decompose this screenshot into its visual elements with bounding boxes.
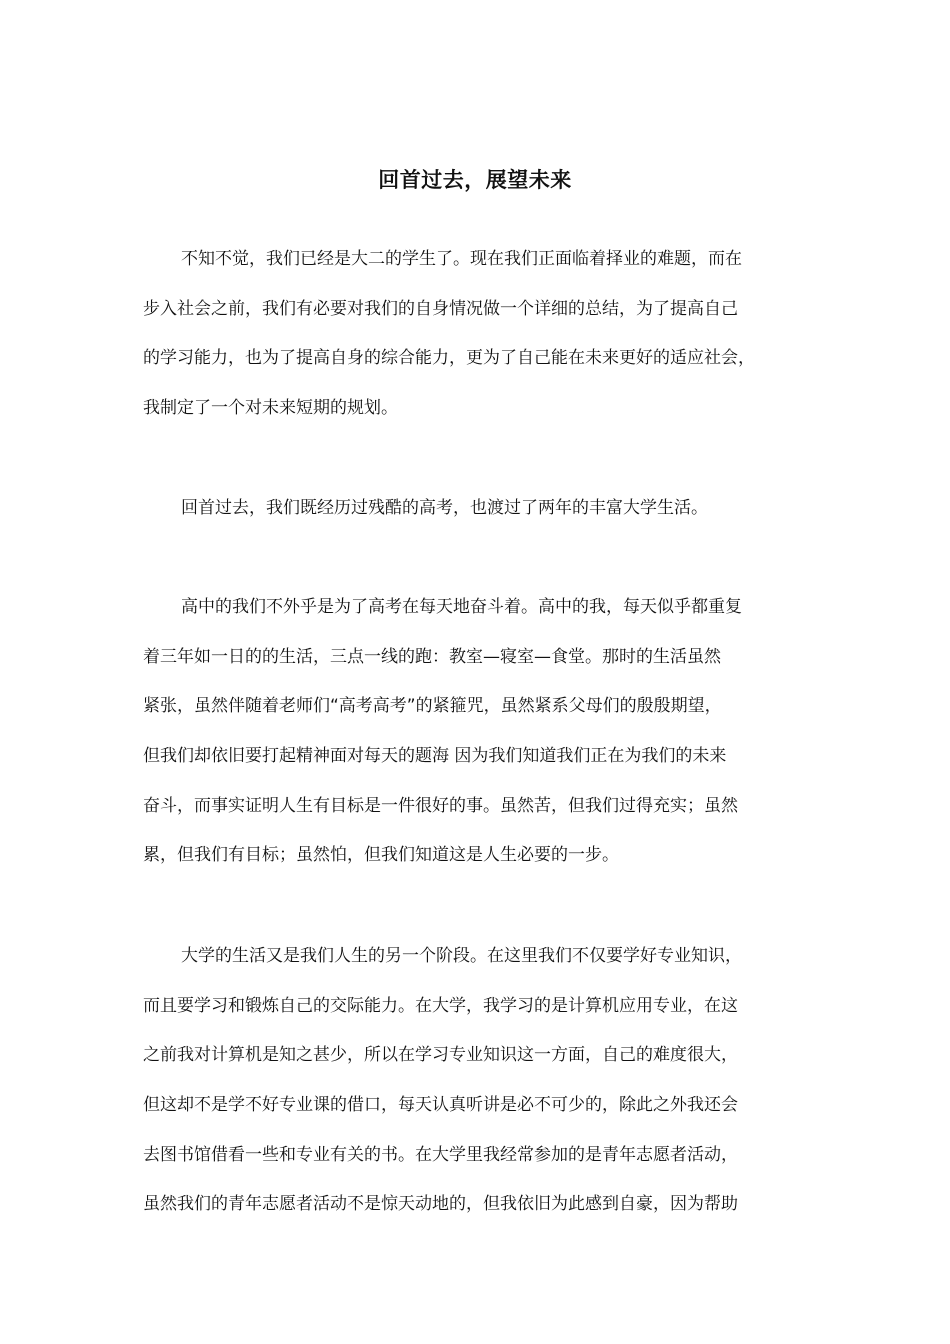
document-title: 回首过去，展望未来 (378, 168, 572, 192)
paragraph-line: 紧张，虽然伴随着老师们“高考高考”的紧箍咒，虽然紧系父母们的殷殷期望， (143, 696, 722, 717)
paragraph-line: 但我们却依旧要打起精神面对每天的题海 因为我们知道我们正在为我们的未来 (143, 746, 727, 767)
paragraph-line: 但这却不是学不好专业课的借口，每天认真听讲是必不可少的，除此之外我还会 (143, 1095, 738, 1116)
paragraph-line: 而且要学习和锻炼自己的交际能力。在大学，我学习的是计算机应用专业，在这 (143, 995, 738, 1016)
paragraph-line: 累，但我们有目标；虽然怕，但我们知道这是人生必要的一步。 (143, 845, 619, 866)
paragraph-line: 着三年如一日的的生活，三点一线的跑：教室—寝室—食堂。那时的生活虽然 (143, 646, 721, 667)
paragraph-line: 步入社会之前，我们有必要对我们的自身情况做一个详细的总结，为了提高自己 (143, 298, 738, 319)
paragraph-1 (143, 235, 823, 434)
paragraph-line: 虽然我们的青年志愿者活动不是惊天动地的，但我依旧为此感到自豪，因为帮助 (143, 1194, 738, 1215)
paragraph-line: 去图书馆借看一些和专业有关的书。在大学里我经常参加的是青年志愿者活动， (143, 1144, 738, 1165)
paragraph-line: 回首过去，我们既经历过残酷的高考，也渡过了两年的丰富大学生活。 (181, 498, 708, 518)
paragraph-line: 我制定了一个对未来短期的规划。 (143, 398, 398, 419)
paragraph-2 (143, 484, 823, 534)
paragraph-line: 奋斗，而事实证明人生有目标是一件很好的事。虽然苦，但我们过得充实；虽然 (143, 795, 738, 816)
paragraph-line: 不知不觉，我们已经是大二的学生了。现在我们正面临着择业的难题，而在 (181, 249, 742, 269)
paragraph-4 (143, 932, 823, 1230)
paragraph-line: 之前我对计算机是知之甚少，所以在学习专业知识这一方面，自己的难度很大， (143, 1045, 738, 1066)
paragraph-3 (143, 583, 823, 881)
paragraph-line: 大学的生活又是我们人生的另一个阶段。在这里我们不仅要学好专业知识， (181, 946, 742, 966)
paragraph-line: 高中的我们不外乎是为了高考在每天地奋斗着。高中的我，每天似乎都重复 (181, 597, 742, 617)
paragraph-line: 的学习能力，也为了提高自身的综合能力，更为了自己能在未来更好的适应社会， (143, 348, 755, 369)
